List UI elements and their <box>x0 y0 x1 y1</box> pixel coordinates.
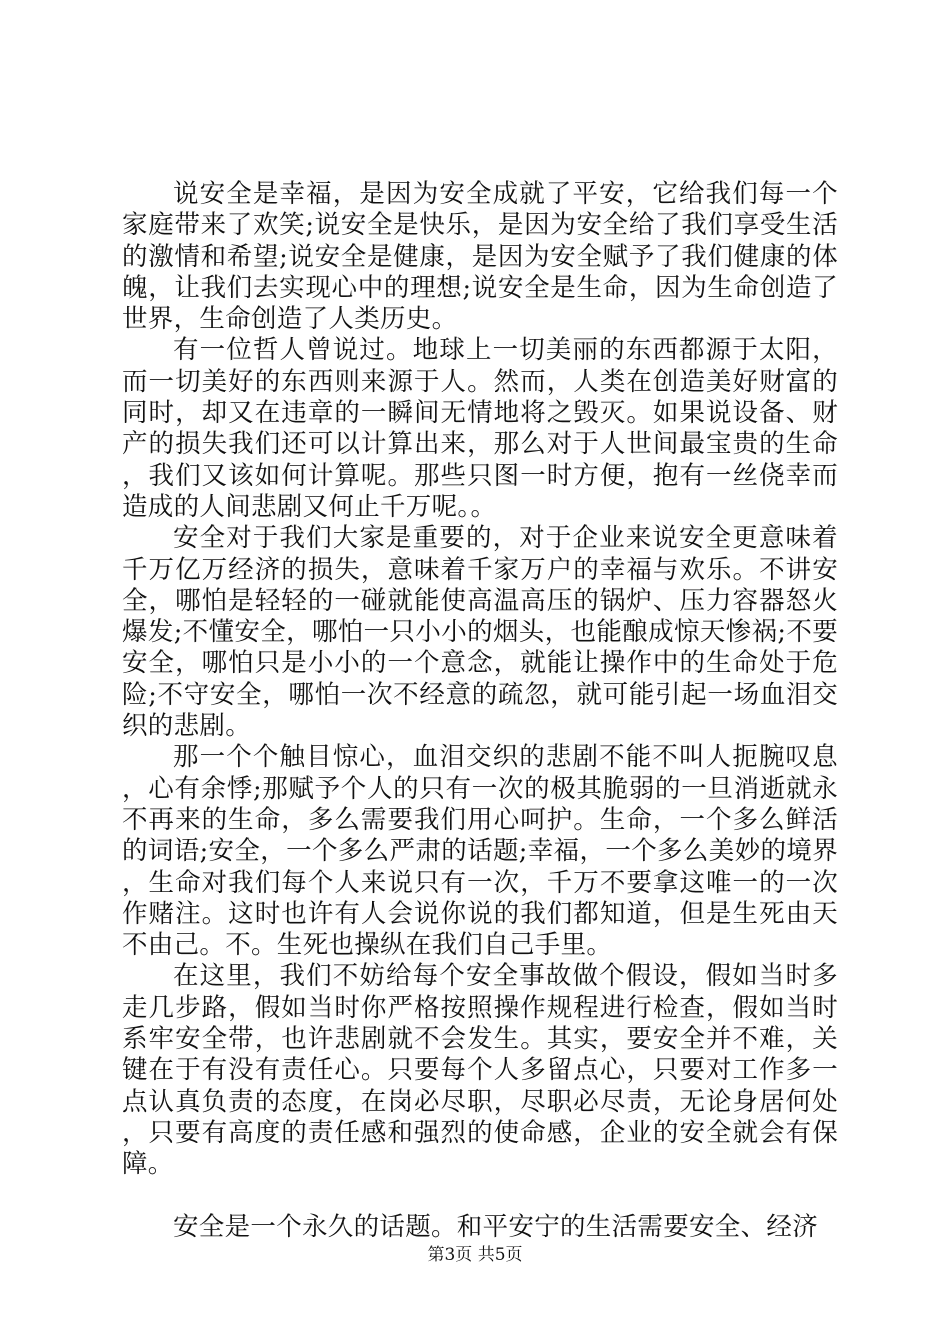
page-number-footer: 第3页 共5页 <box>427 1245 523 1265</box>
paragraph-6: 安全是一个永久的话题。和平安宁的生活需要安全、经济 <box>173 1211 819 1242</box>
paragraph-1: 说安全是幸福，是因为安全成就了平安，它给我们每一个家庭带来了欢笑;说安全是快乐，是因为安全给了我们享受生活的激情和希望;说安全是健康，是因为安全赋予了我们健康的体魄，让我们去实现心中的理想;说安全是生命，因为生命创造了世界，生命创造了人类历史。 <box>122 179 838 335</box>
paragraph-3: 安全对于我们大家是重要的，对于企业来说安全更意味着千万亿万经济的损失，意味着千家万户的幸福与欢乐。不讲安全，哪怕是轻轻的一碰就能使高温高压的锅炉、压力容器怒火爆发;不懂安全，哪怕一只小小的烟头，也能酿成惊天惨祸;不要安全，哪怕只是小小的一个意念，就能让操作中的生命处于危险;不守安全，哪怕一次不经意的疏忽，就可能引起一场血泪交织的悲剧。 <box>122 523 838 742</box>
paragraph-4: 那一个个触目惊心，血泪交织的悲剧不能不叫人扼腕叹息，心有余悸;那赋予个人的只有一次的极其脆弱的一旦消逝就永不再来的生命，多么需要我们用心呵护。生命，一个多么鲜活的词语;安全，一个多么严肃的话题;幸福，一个多么美妙的境界，生命对我们每个人来说只有一次，千万不要拿这唯一的一次作赌注。这时也许有人会说你说的我们都知道，但是生死由天不由己。不。生死也操纵在我们自己手里。 <box>122 742 838 961</box>
paragraph-5: 在这里，我们不妨给每个安全事故做个假设，假如当时多走几步路，假如当时你严格按照操作规程进行检查，假如当时系牢安全带，也许悲剧就不会发生。其实，要安全并不难，关键在于有没有责任心。只要每个人多留点心，只要对工作多一点认真负责的态度，在岗必尽职，尽职必尽责，无论身居何处，只要有高度的责任感和强烈的使命感，企业的安全就会有保障。 <box>122 961 838 1180</box>
document-body <box>122 179 838 1243</box>
paragraph-2: 有一位哲人曾说过。地球上一切美丽的东西都源于太阳，而一切美好的东西则来源于人。然而，人类在创造美好财富的同时，却又在违章的一瞬间无情地将之毁灭。如果说设备、财产的损失我们还可以计算出来，那么对于人世间最宝贵的生命，我们又该如何计算呢。那些只图一时方便，抱有一丝侥幸而造成的人间悲剧又何止千万呢。。 <box>122 335 838 522</box>
